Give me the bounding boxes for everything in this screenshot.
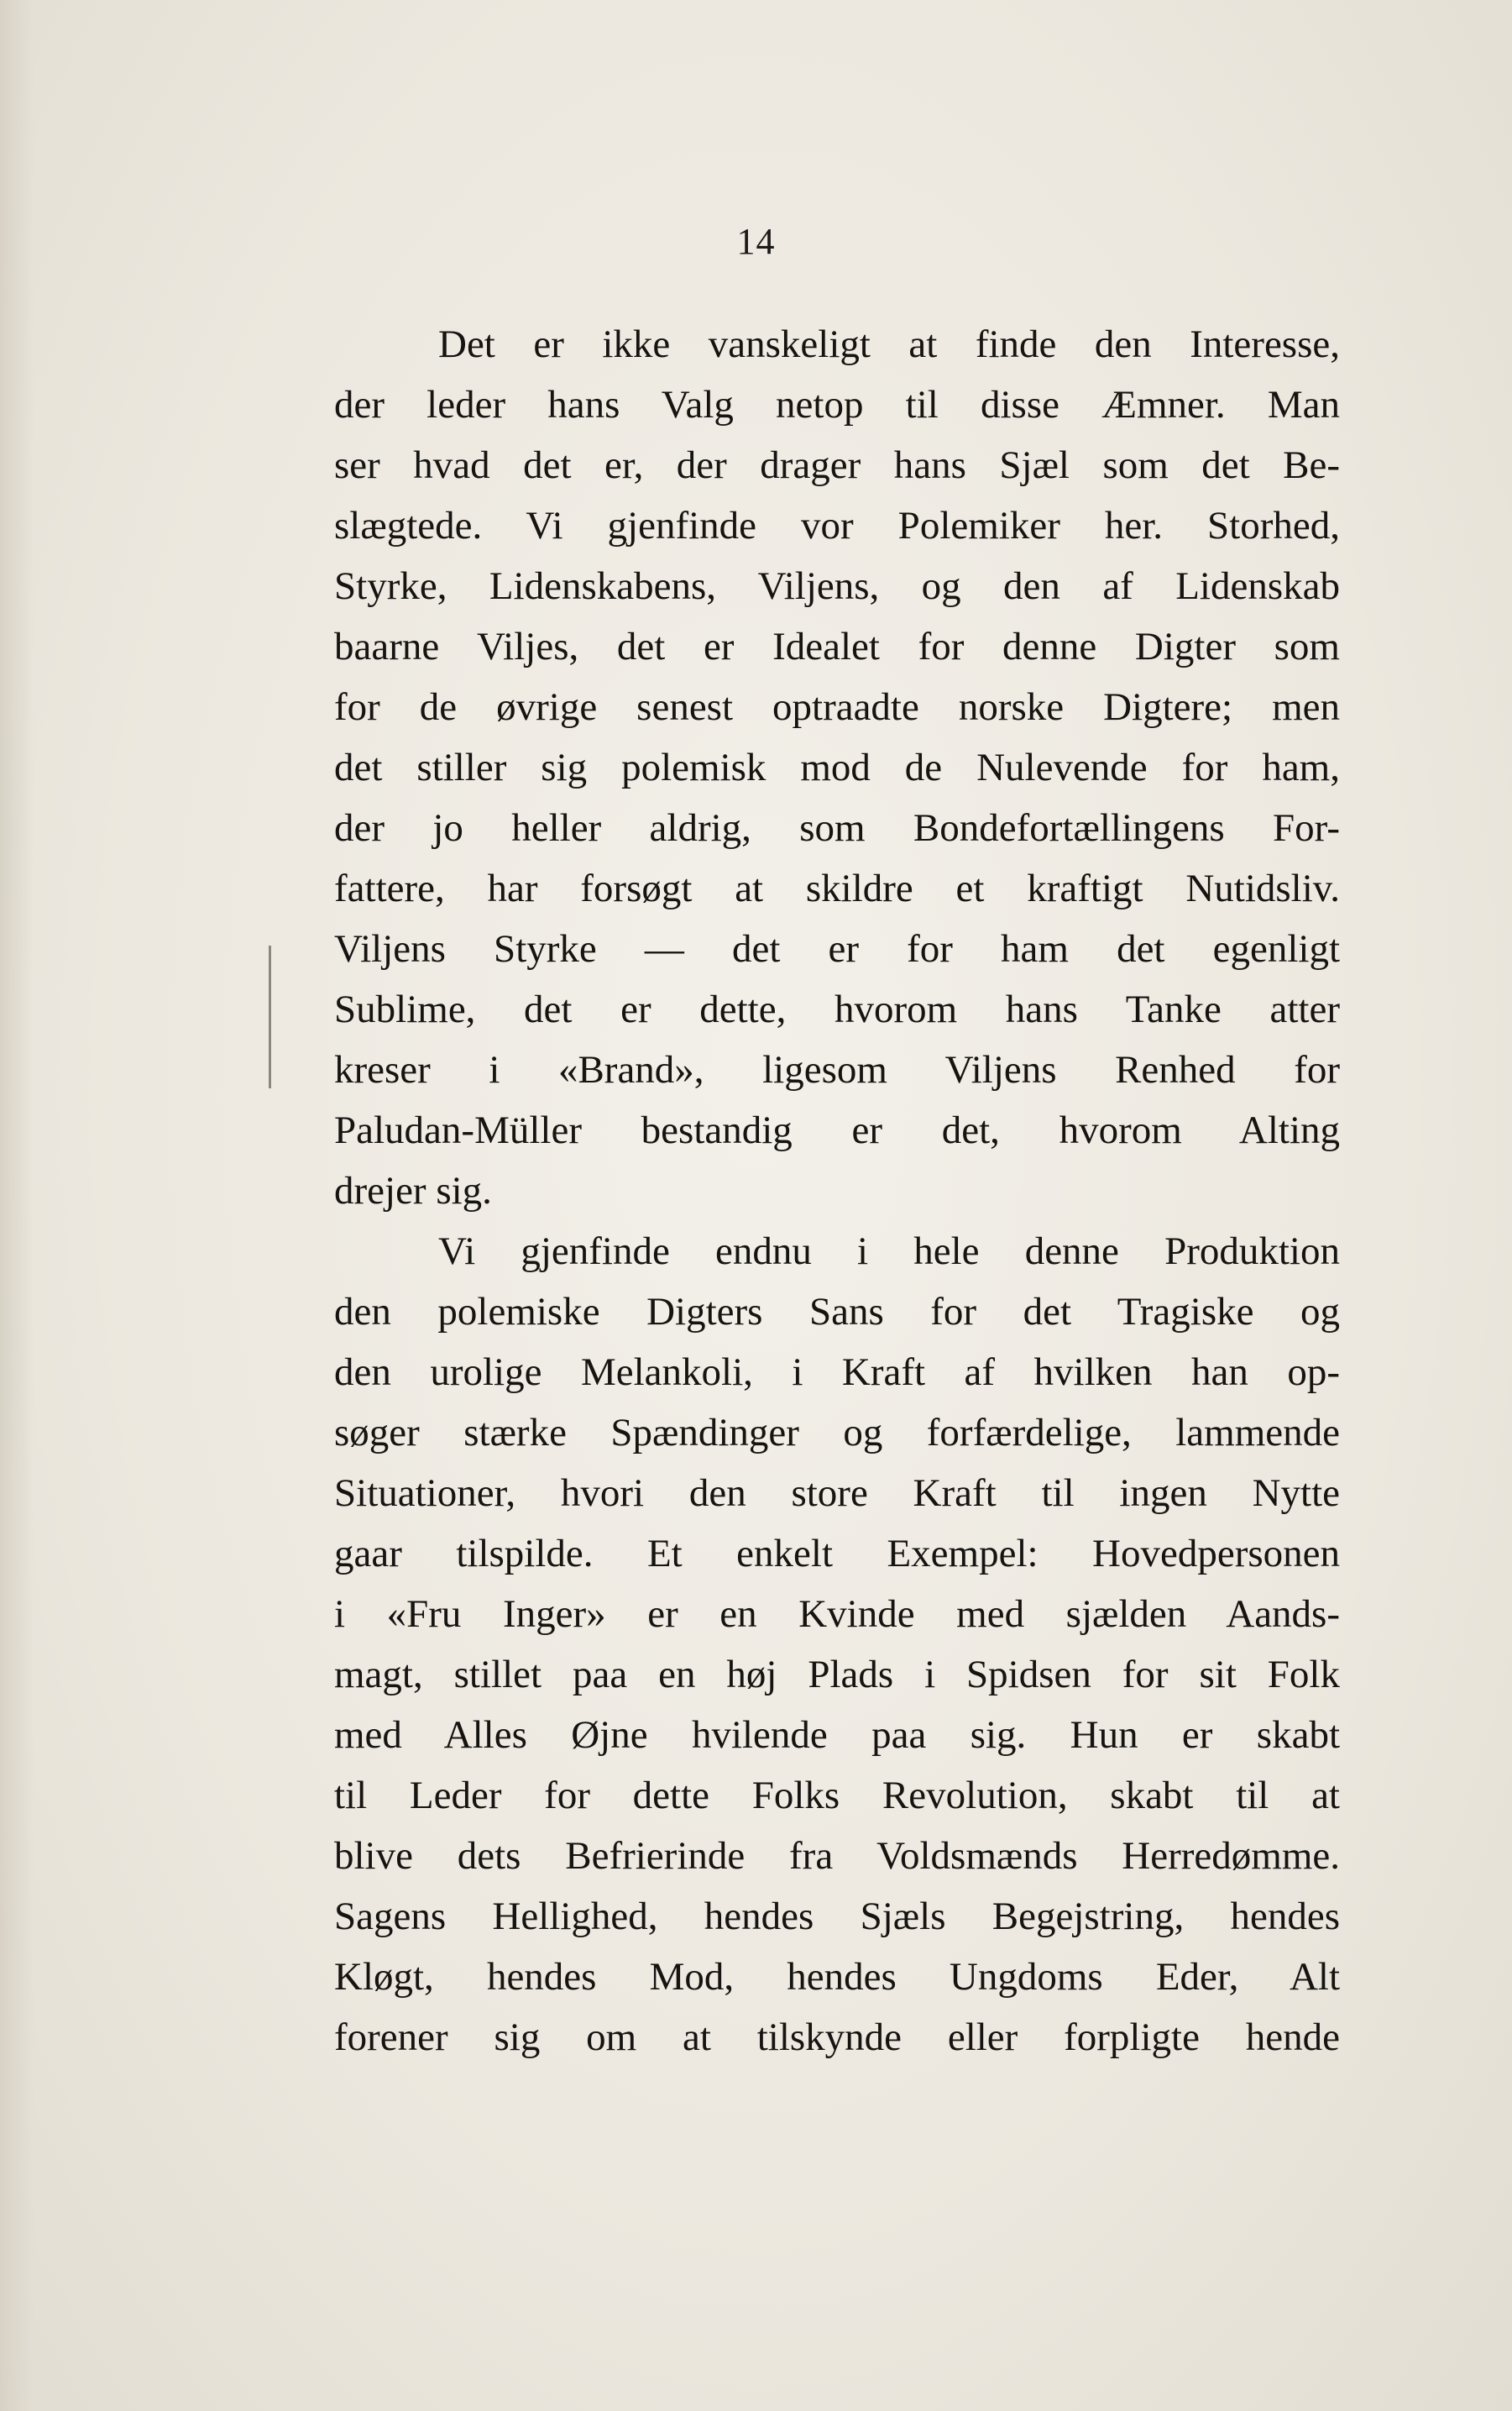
text-line: drejer sig.	[334, 1169, 492, 1213]
text-line: Situationer, hvori den store Kraft til ingen Nytte	[334, 1471, 1340, 1515]
text-line: søger stærke Spændinger og forfærdelige, lammende	[334, 1411, 1340, 1454]
text-line: baarne Viljes, det er Idealet for denne Digter som	[334, 625, 1340, 668]
text-line: det stiller sig polemisk mod de Nulevende for ham,	[334, 746, 1340, 789]
text-line: kreser i «Brand», ligesom Viljens Renhed for	[334, 1048, 1340, 1092]
text-line: blive dets Befrierinde fra Voldsmænds Herredømme.	[334, 1834, 1340, 1878]
text-line: ser hvad det er, der drager hans Sjæl som det Be-	[334, 443, 1340, 487]
text-line: slægtede. Vi gjenfinde vor Polemiker her. Storhed,	[334, 504, 1340, 548]
text-line: den polemiske Digters Sans for det Tragiske og	[334, 1290, 1340, 1334]
text-line: forener sig om at tilskynde eller forpligte hende	[334, 2015, 1340, 2059]
text-line: Det er ikke vanskeligt at finde den Interesse,	[438, 322, 1340, 366]
text-line: Kløgt, hendes Mod, hendes Ungdoms Eder, Alt	[334, 1955, 1340, 1999]
text-line: Vi gjenfinde endnu i hele denne Produktion	[438, 1229, 1340, 1273]
text-line: magt, stillet paa en høj Plads i Spidsen for sit Folk	[334, 1653, 1340, 1696]
text-line: Sagens Hellighed, hendes Sjæls Begejstring, hendes	[334, 1895, 1340, 1938]
text-line: den urolige Melankoli, i Kraft af hvilken han op-	[334, 1350, 1340, 1394]
body-text	[334, 314, 1340, 2068]
text-line: Sublime, det er dette, hvorom hans Tanke atter	[334, 988, 1340, 1031]
text-line: gaar tilspilde. Et enkelt Exempel: Hovedpersonen	[334, 1532, 1340, 1575]
page-edge-shadow	[0, 0, 34, 2411]
text-line: for de øvrige senest optraadte norske Digtere; men	[334, 685, 1340, 729]
margin-pencil-mark	[269, 946, 271, 1088]
text-line: fattere, har forsøgt at skildre et kraftigt Nutidsliv.	[334, 867, 1340, 910]
text-line: i «Fru Inger» er en Kvinde med sjælden Aands-	[334, 1592, 1340, 1636]
text-line: der jo heller aldrig, som Bondefortællingens For-	[334, 806, 1340, 850]
text-line: Styrke, Lidenskabens, Viljens, og den af Lidenskab	[334, 564, 1340, 608]
text-line: med Alles Øjne hvilende paa sig. Hun er skabt	[334, 1713, 1340, 1757]
text-line: Viljens Styrke — det er for ham det egenligt	[334, 927, 1340, 971]
page-number: 14	[736, 221, 776, 262]
text-line: Paludan-Müller bestandig er det, hvorom Alting	[334, 1109, 1340, 1152]
text-line: der leder hans Valg netop til disse Æmner. Man	[334, 383, 1340, 427]
text-line: til Leder for dette Folks Revolution, skabt til at	[334, 1774, 1340, 1817]
